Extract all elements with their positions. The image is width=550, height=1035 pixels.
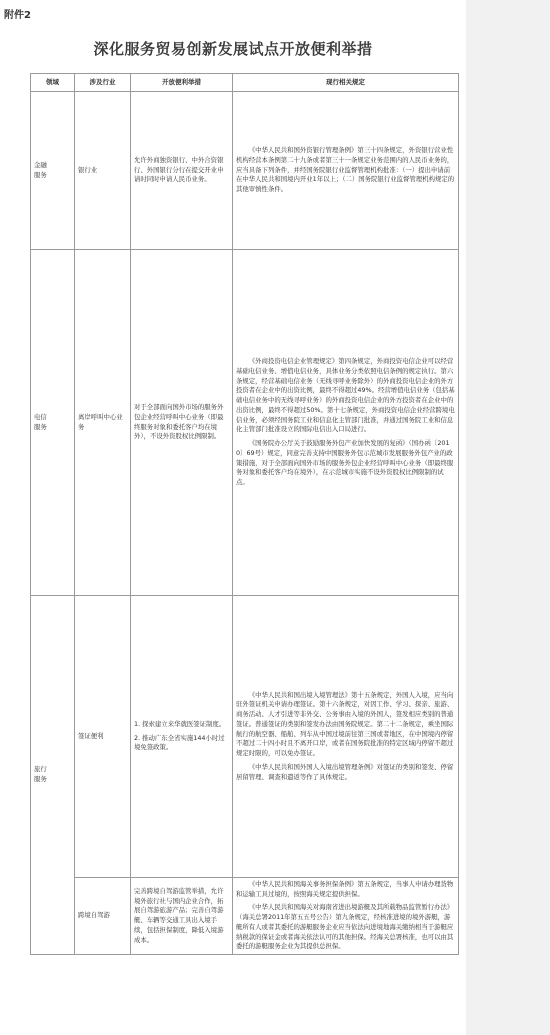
regulation-cell-banking (233, 92, 459, 250)
regulation-paragraph: 《中华人民共和国外国人入境出境管理条例》对签证的类别和签发、停留居留管理、调查和遣返等作了具体规定。 (236, 762, 454, 781)
header-domain: 领域 (31, 74, 75, 92)
regulation-paragraph: 《中华人民共和国海关事务担保条例》第五条规定，当事人申请办理货物和运输工具过境的，按照海关规定提供担保。 (236, 880, 454, 898)
policy-table (30, 73, 459, 955)
measure-cell-self-drive: 完善跨境自驾游监管举措，允许境外旅行社与国内企业合作，拓展自驾游旅游产品；完善自驾游艇、车辆等交通工具出入境手续，包括担保制度，降低入境游成本。 (131, 878, 233, 955)
industry-cell-self-drive: 跨境自驾游 (75, 878, 131, 955)
table-header-row (31, 74, 459, 92)
measure-cell-visa (131, 596, 233, 878)
industry-cell-call-center: 离岸呼叫中心业务 (75, 250, 131, 596)
page-margin (466, 0, 550, 1035)
measure-cell-call-center: 对于全部面向国外市场的服务外包企业经营呼叫中心业务（即最终服务对象和委托客户均在境外），不设外资股权比例限制。 (131, 250, 233, 596)
regulation-paragraph: 《中华人民共和国海关对海南省进出境游艇及其所载物品监管暂行办法》（海关总署2011年第五五号公告）第九条规定，经核准进境的境外游艇，游艇所有人或者其委托的游艇服务企业应当依法向进境地海关缴纳相当于游艇应纳税款的保证金或者海关依法认可的其他担保。经海关总署核准，也可以由其委托的游艇服务企业为其提供总担保。 (236, 903, 454, 951)
domain-cell-travel: 旅行 服务 (31, 596, 75, 955)
industry-cell-banking: 银行业 (75, 92, 131, 250)
header-regulations: 现行相关规定 (233, 74, 459, 92)
measure-list-item: 1. 探索建立来华就医签证制度。 (134, 719, 226, 728)
industry-cell-visa: 签证便利 (75, 596, 131, 878)
regulation-paragraph: 《国务院办公厅关于鼓励服务外包产业加快发展的复函》（国办函〔2010〕69号）规定，同意完善支持中国服务外包示范城市发展服务外包产业的政策措施，对于全部面向国外市场的服务外包企业经营呼叫中心业务（即最终服务对象和委托客户均在境外），在示范城市实施不设外资股权比例限制的试点。 (236, 439, 454, 487)
table-row (31, 92, 459, 250)
annex-label: 附件2 (4, 10, 31, 21)
measure-cell-banking: 允许外商独资银行、中外合资银行、外国银行分行在提交开业申请时同时申请人民币业务。 (131, 92, 233, 250)
measure-list-item: 2. 推动广东全省实施144小时过境免签政策。 (134, 733, 225, 752)
page-title: 深化服务贸易创新发展试点开放便利举措 (93, 40, 373, 58)
regulation-cell-telecom (233, 250, 459, 596)
table-row (31, 596, 459, 878)
table-row (31, 878, 459, 955)
regulation-cell-self-drive (233, 878, 459, 955)
domain-cell-telecom: 电信 服务 (31, 250, 75, 596)
regulation-paragraph: 《中华人民共和国出境入境管理法》第十五条规定，外国人入境，应当向驻外签证机关申请办理签证。第十六条规定，对因工作、学习、探亲、旅游、商务活动、人才引进等非外交、公务事由入境的外国人，签发相应类别的普通签证。普通签证的类别和签发办法由国务院规定。第二十二条规定，乘坐国际航行的航空器、船舶、列车从中国过境前往第三国或者地区，在中国境内停留不超过二十四小时且不离开口岸，或者在国务院批准的特定区域内停留不超过规定时限的，可以免办签证。 (236, 690, 454, 758)
regulation-cell-visa (233, 596, 459, 878)
regulation-paragraph: 《外商投资电信企业管理规定》第四条规定，外商投资电信企业可以经营基础电信业务、增值电信业务，具体业务分类依照电信条例的规定执行。第六条规定，经营基础电信业务（无线寻呼业务除外）的外商投资电信企业的外方投资者在企业中的出资比例，最终不得超过49%。经营增值电信业务（包括基础电信业务中的无线寻呼业务）的外商投资电信企业的外方投资者在企业中的出资比例，最终不得超过50%。第十七条规定，外商投资电信企业经营跨境电信业务，必须经国务院工业和信息化主管部门批准，并通过国务院工业和信息化主管部门批准设立的国际电信出入口局进行。 (236, 357, 455, 434)
header-industry: 涉及行业 (75, 74, 131, 92)
table-row (31, 250, 459, 596)
regulation-paragraph: 《中华人民共和国外资银行管理条例》第三十四条规定，外资银行营业性机构经营本条例第二十九条或者第三十一条规定业务范围内的人民币业务的，应当具备下列条件，并经国务院银行业监督管理机构批准：（一）提出申请前在中华人民共和国境内开业1年以上；（二）国务院银行业监督管理机构规定的其他审慎性条件。 (236, 146, 455, 194)
header-measures: 开放便利举措 (131, 74, 233, 92)
domain-cell-finance: 金融 服务 (31, 92, 75, 250)
